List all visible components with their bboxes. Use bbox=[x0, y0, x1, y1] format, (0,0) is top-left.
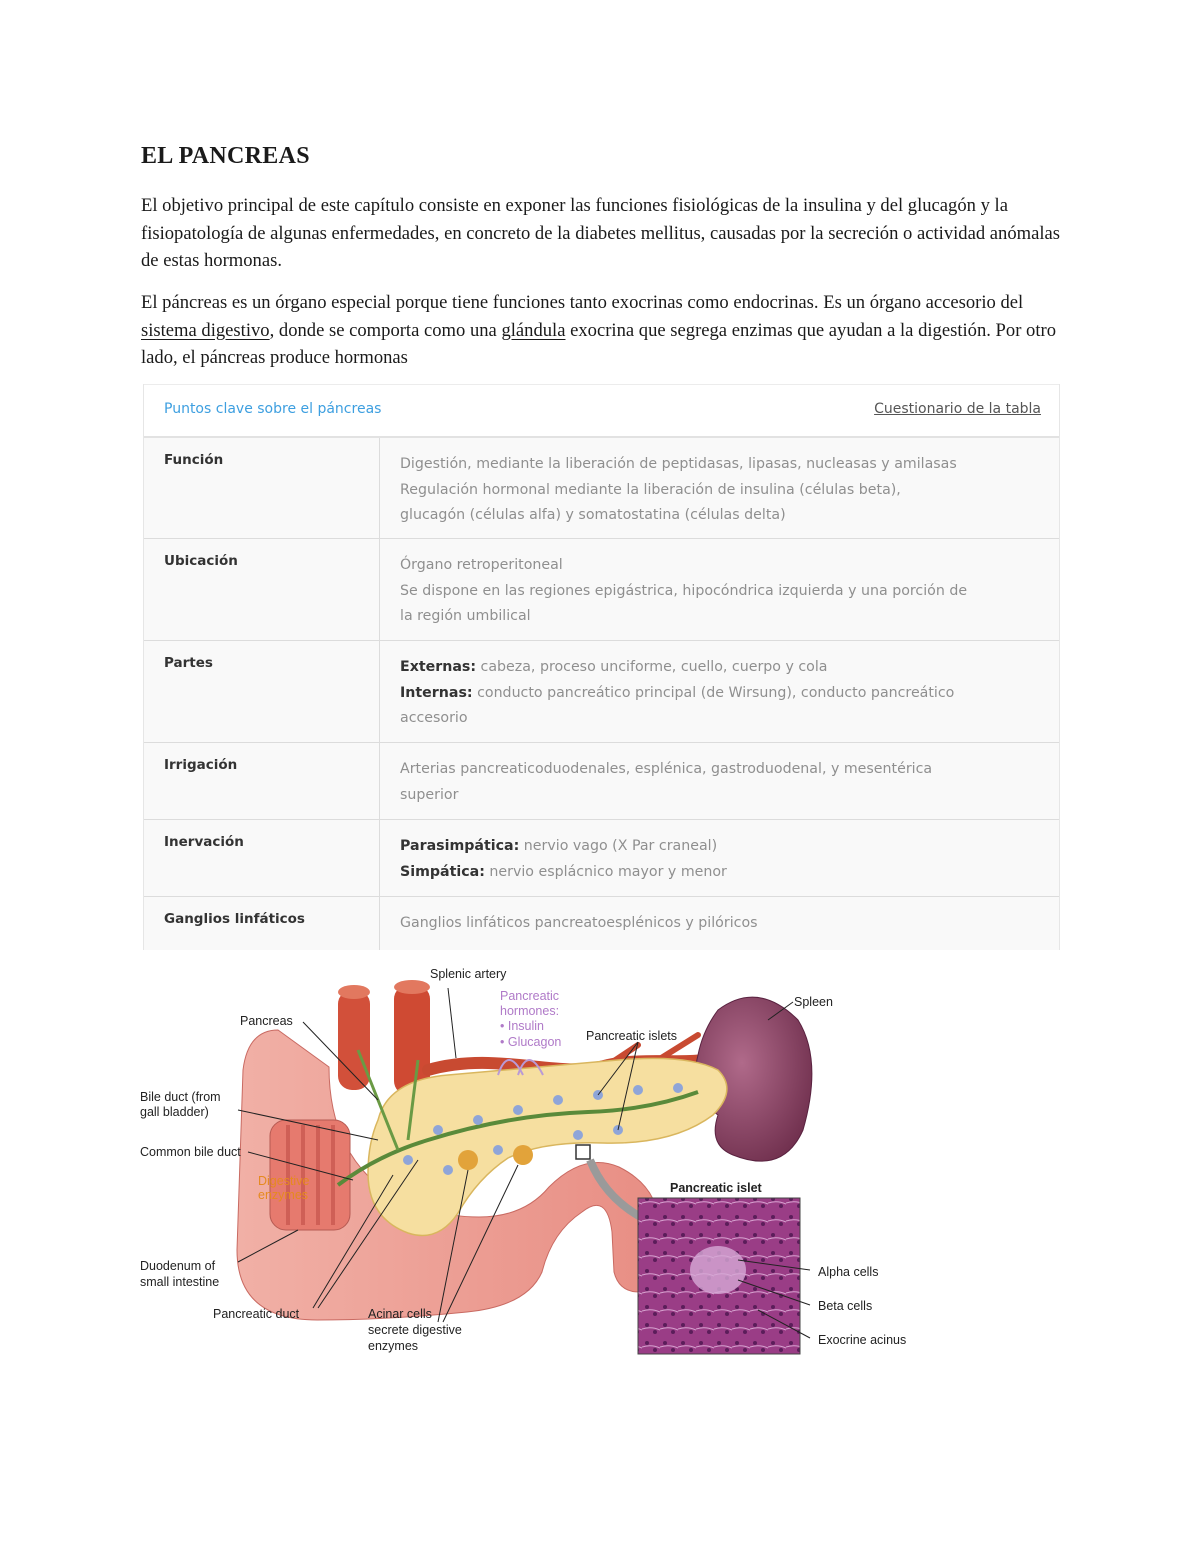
table-row bbox=[144, 641, 1059, 743]
label-duodenum: small intestine bbox=[140, 1275, 220, 1289]
table-row bbox=[144, 438, 1059, 539]
row-label: Inervación bbox=[144, 820, 380, 896]
label-beta-cells: Beta cells bbox=[818, 1299, 873, 1313]
value-line bbox=[400, 681, 1043, 707]
row-label: Irrigación bbox=[144, 743, 380, 819]
label-insulin: • Insulin bbox=[500, 1019, 544, 1033]
label-acinar-cells: enzymes bbox=[368, 1339, 419, 1353]
label-splenic-artery: Splenic artery bbox=[430, 967, 507, 981]
value-text: conducto pancreático principal (de Wirsung), conducto pancreático bbox=[472, 684, 955, 701]
paragraph-text: exocrina que segrega enzimas que ayudan a la digestión. Por otro lado, el páncreas produce hormonas bbox=[141, 319, 1056, 368]
label-hormones-title: Pancreatic bbox=[500, 989, 560, 1003]
value-text: nervio esplácnico mayor y menor bbox=[484, 863, 727, 880]
value-line: Ganglios linfáticos pancreatoesplénicos y pilóricos bbox=[400, 915, 758, 931]
row-value bbox=[380, 897, 1059, 950]
quiz-link[interactable]: Cuestionario de la tabla bbox=[874, 401, 1041, 417]
key-points-table bbox=[143, 384, 1060, 950]
value-line bbox=[400, 860, 1043, 886]
pancreas-anatomy-figure bbox=[138, 960, 918, 1360]
row-label: Función bbox=[144, 438, 380, 538]
label-pancreatic-islets: Pancreatic islets bbox=[586, 1029, 678, 1043]
row-label: Ganglios linfáticos bbox=[144, 897, 380, 950]
label-acinar-cells: Acinar cells bbox=[368, 1307, 432, 1321]
label-exocrine-acinus: Exocrine acinus bbox=[818, 1333, 907, 1347]
label-alpha-cells: Alpha cells bbox=[818, 1265, 879, 1279]
table-header bbox=[144, 384, 1059, 438]
pancreas-paragraph bbox=[141, 289, 1061, 372]
value-line: Digestión, mediante la liberación de peptidasas, lipasas, nucleasas y amilasas bbox=[400, 456, 957, 472]
value-bold: Simpática: bbox=[400, 863, 485, 880]
label-pancreas: Pancreas bbox=[240, 1014, 293, 1028]
value-line: Arterias pancreaticoduodenales, esplénica, gastroduodenal, y mesentérica bbox=[400, 761, 933, 777]
intro-paragraph: El objetivo principal de este capítulo consiste en exponer las funciones fisiológicas de la insulina y del glucagón y la fisiopatología de algunas enfermedades, en concreto de la diabetes mellitus, causadas por la secreción o actividad anómalas de estas hormonas. bbox=[141, 195, 1061, 271]
value-bold: Externas: bbox=[400, 659, 477, 675]
paragraph-text: El páncreas es un órgano especial porque tiene funciones tanto exocrinas como endocrinas. Es un órgano accesorio del bbox=[141, 292, 1024, 313]
row-value bbox=[380, 743, 1059, 819]
link-sistema-digestivo[interactable]: sistema digestivo bbox=[141, 319, 270, 341]
value-line: Regulación hormonal mediante la liberación de insulina (células beta), bbox=[400, 481, 901, 498]
page-title: EL PANCREAS bbox=[141, 143, 310, 169]
value-text: nervio vago (X Par craneal) bbox=[519, 838, 718, 854]
label-common-bile-duct: Common bile duct bbox=[140, 1145, 241, 1159]
value-bold: Internas: bbox=[400, 684, 473, 701]
label-acinar-cells: secrete digestive bbox=[368, 1323, 462, 1337]
row-value bbox=[380, 820, 1059, 896]
row-value bbox=[380, 641, 1059, 742]
table-title: Puntos clave sobre el páncreas bbox=[164, 401, 382, 417]
label-hormones-title: hormones: bbox=[500, 1004, 560, 1018]
table-row bbox=[144, 539, 1059, 641]
label-duodenum: Duodenum of bbox=[140, 1259, 216, 1273]
row-value bbox=[380, 539, 1059, 640]
value-line: Se dispone en las regiones epigástrica, hipocóndrica izquierda y una porción de bbox=[400, 582, 968, 599]
value-line: la región umbilical bbox=[400, 608, 531, 624]
value-line bbox=[400, 655, 1043, 681]
paragraph-text: , donde se comporta como una bbox=[269, 319, 502, 341]
label-pancreatic-duct: Pancreatic duct bbox=[213, 1307, 300, 1321]
label-bile-duct: gall bladder) bbox=[140, 1105, 209, 1119]
label-islet-panel-title: Pancreatic islet bbox=[670, 1181, 762, 1195]
row-label: Ubicación bbox=[144, 539, 380, 640]
row-label: Partes bbox=[144, 641, 380, 742]
label-glucagon: • Glucagon bbox=[500, 1035, 562, 1049]
table-row bbox=[144, 743, 1059, 820]
value-line: superior bbox=[400, 786, 459, 803]
value-bold: Parasimpática: bbox=[400, 838, 520, 854]
label-spleen: Spleen bbox=[794, 995, 833, 1009]
value-line: Órgano retroperitoneal bbox=[400, 557, 563, 573]
value-line bbox=[400, 834, 1043, 860]
table-row bbox=[144, 820, 1059, 897]
table-row bbox=[144, 897, 1059, 950]
label-digestive-enzymes: enzymes bbox=[258, 1188, 309, 1202]
link-glandula[interactable]: glándula bbox=[501, 319, 566, 341]
value-line: glucagón (células alfa) y somatostatina (células delta) bbox=[400, 507, 786, 523]
value-line: accesorio bbox=[400, 710, 468, 726]
row-value bbox=[380, 438, 1059, 538]
label-digestive-enzymes: Digestive bbox=[258, 1174, 310, 1188]
label-bile-duct: Bile duct (from bbox=[140, 1090, 221, 1104]
value-text: cabeza, proceso unciforme, cuello, cuerpo y cola bbox=[476, 659, 828, 675]
